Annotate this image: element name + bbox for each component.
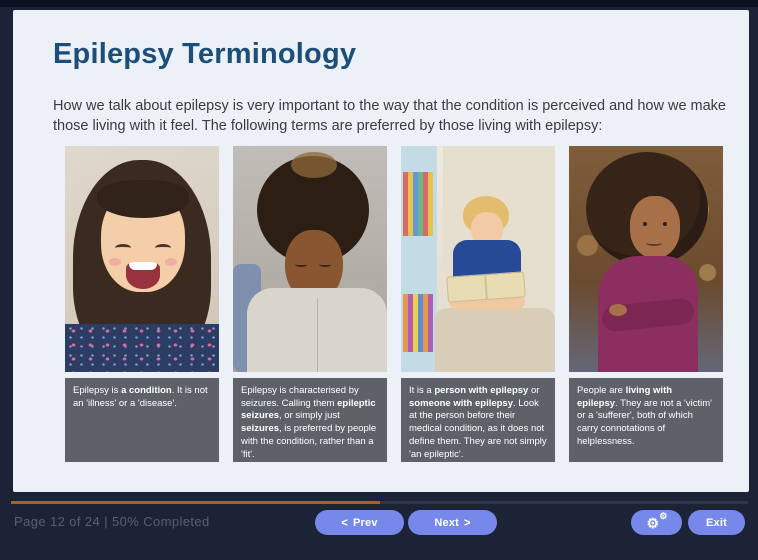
photo-shape: [109, 258, 121, 266]
page-status-text: Page 12 of 24 | 50% Completed: [14, 514, 210, 529]
photo-shape: [126, 262, 160, 289]
prev-button-label: Prev: [352, 516, 378, 529]
terminology-cards-row: [65, 146, 725, 462]
settings-button[interactable]: [631, 510, 682, 535]
photo-shape: [646, 240, 662, 246]
term-card-seizures: [233, 146, 387, 462]
term-card-person-with-epilepsy: [401, 146, 555, 462]
photo-shape: [609, 304, 627, 316]
caption-seizures: Epilepsy is characterised by seizures. Calling them epileptic seizures, or simply just seizures, is preferred by people with the condition, rather than a 'fit'.: [233, 378, 387, 462]
course-progress-fill: [11, 501, 380, 504]
photo-shape: [65, 324, 219, 372]
term-card-living-with-epilepsy: [569, 146, 723, 462]
girl-arms-crossed-photo: [569, 146, 723, 372]
caption-living-with-epilepsy: People are living with epilepsy. They are not a 'victim' or a 'sufferer', both of which carry connotations of helplessness.: [569, 378, 723, 462]
photo-shape: [291, 152, 337, 178]
photo-shape: [97, 180, 189, 218]
photo-shape: [403, 294, 433, 352]
boy-reading-photo: [401, 146, 555, 372]
term-card-condition: [65, 146, 219, 462]
photo-shape: [663, 222, 667, 226]
photo-shape: [643, 222, 647, 226]
photo-shape: [630, 196, 680, 258]
page-title: Epilepsy Terminology: [53, 38, 357, 70]
next-button-label: Next: [434, 516, 460, 529]
caption-condition: Epilepsy is a condition. It is not an 'illness' or a 'disease'.: [65, 378, 219, 462]
photo-shape: [295, 262, 307, 267]
photo-shape: [435, 308, 555, 372]
boy-with-afro-photo: [233, 146, 387, 372]
course-progress-bar: [11, 501, 748, 504]
photo-shape: [446, 271, 526, 302]
photo-shape: [155, 244, 171, 252]
gear-icon: ⚙ ⚙: [646, 510, 668, 531]
exit-button[interactable]: [688, 510, 745, 535]
photo-shape: [403, 172, 433, 236]
laughing-girl-photo: [65, 146, 219, 372]
chevron-left-icon: <: [341, 515, 348, 530]
exit-button-label: Exit: [706, 516, 727, 529]
photo-shape: [319, 262, 331, 267]
next-button[interactable]: [408, 510, 497, 535]
photo-shape: [247, 288, 387, 372]
window-top-strip: [0, 0, 758, 7]
photo-shape: [165, 258, 177, 266]
caption-person-with-epilepsy: It is a person with epilepsy or someone with epilepsy. Look at the person before their medical condition, as it does not define them. They are not simply 'an epileptic'.: [401, 378, 555, 462]
slide-content-card: [13, 10, 749, 492]
chevron-right-icon: >: [464, 515, 471, 530]
photo-shape: [115, 244, 131, 252]
intro-paragraph: How we talk about epilepsy is very important to the way that the condition is perceived and how we make those living with it feel. The following terms are preferred by those living with epilepsy:: [53, 98, 726, 134]
prev-button[interactable]: [315, 510, 404, 535]
